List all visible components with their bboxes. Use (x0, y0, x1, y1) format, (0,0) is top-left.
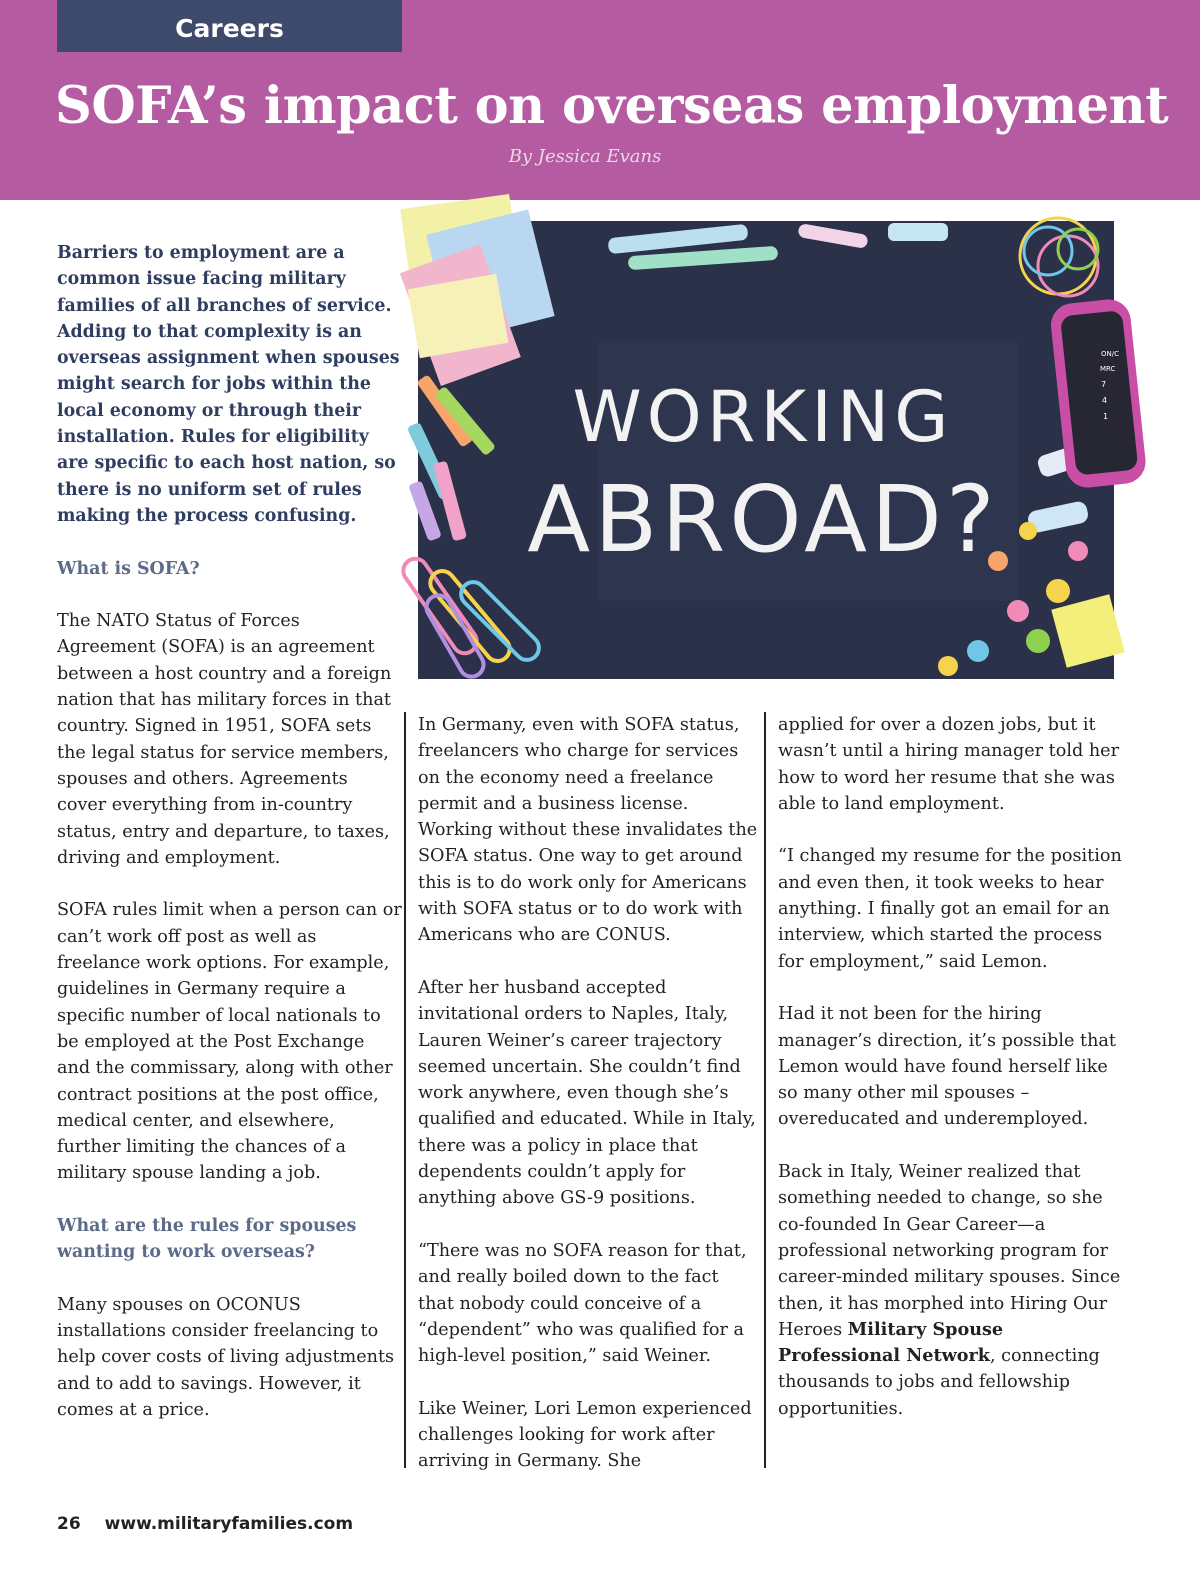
footer-url[interactable]: www.militaryfamilies.com (104, 1514, 354, 1534)
chalk-text-abroad: ABROAD? (527, 466, 999, 573)
article-headline: SOFA’s impact on overseas employment (55, 76, 1169, 136)
subhead-what-is-sofa: What is SOFA? (57, 558, 200, 579)
calc-key-4: 4 (1102, 396, 1108, 405)
body-paragraph: applied for over a dozen jobs, but it wasn’t until a hiring manager told her how to word her resume that she was able to land employment. (778, 715, 1119, 814)
column-divider (764, 712, 766, 1468)
page-footer (57, 1514, 377, 1534)
body-paragraph: After her husband accepted invitational orders to Naples, Italy, Lauren Weiner’s career trajectory seemed uncertain. She couldn’t find work anywhere, even though she’s qualified and educated. While in Italy, there was a policy in place that dependents couldn’t apply for anything above GS-9 positions. (418, 977, 756, 1209)
body-paragraph: In Germany, even with SOFA status, freelancers who charge for services on the economy need a freelance permit and a business license. Working without these invalidates the SOFA status. One way to get around this is to do work only for Americans with SOFA status or to do work with Americans who are CONUS. (418, 715, 758, 946)
body-paragraph: Many spouses on OCONUS installations consider freelancing to help cover costs of living adjustments and to add to savings. However, it comes at a price. (57, 1294, 395, 1421)
calc-key-1: 1 (1103, 412, 1109, 421)
article-byline: By Jessica Evans (508, 146, 662, 167)
body-text: Back in Italy, Weiner realized that something needed to change, so she co-founded In Gear Career—a professional networking program for career-minded military spouses. Since then, it has morphed into Hiring Our Heroes (778, 1162, 1121, 1340)
subhead-rules-for-spouses: What are the rules for spouses wanting to work overseas? (57, 1215, 357, 1263)
section-tab: Careers (57, 0, 402, 52)
column-2 (418, 712, 758, 1501)
body-paragraph: SOFA rules limit when a person can or can’t work off post as well as freelance work options. For example, guidelines in Germany require a specific number of local nationals to be employed at the Post Exchange and the commissary, along with other contract positions at the post office, medical center, and elsewhere, further limiting the chances of a military spouse landing a job. (57, 900, 402, 1184)
quote-paragraph: “There was no SOFA reason for that, and really boiled down to the fact that nobody could conceive of a “dependent” who was qualified for a high-level position,” said Weiner. (418, 1240, 747, 1367)
body-paragraph (778, 1159, 1123, 1422)
calc-key-7: 7 (1101, 380, 1107, 389)
column-3 (778, 712, 1123, 1448)
chalk-text-working: WORKING (572, 376, 954, 458)
body-paragraph: The NATO Status of Forces Agreement (SOFA) is an agreement between a host country and a foreign nation that has military forces in that country. Signed in 1951, SOFA sets the legal status for service members, spouses and others. Agreements cover everything from in-country status, entry and departure, to taxes, driving and employment. (57, 611, 392, 868)
calc-key-mrc: MRC (1100, 365, 1116, 373)
network-name: Military Spouse Professional Network (778, 1318, 1004, 1367)
page-number: 26 (57, 1514, 81, 1534)
intro-paragraph: Barriers to employment are a common issue facing military families of all branches of service. Adding to that complexity is an overseas assignment when spouses might search for jobs within the local economy or through their installation. Rules for eligibility are specific to each host nation, so there is no uniform set of rules making the process confusing. (57, 243, 400, 526)
column-divider (404, 712, 406, 1468)
quote-paragraph: “I changed my resume for the position and even then, it took weeks to hear anything. I finally got an email for an interview, which started the process for employment,” said Lemon. (778, 846, 1122, 972)
working-abroad-photo (418, 221, 1119, 679)
body-paragraph: Like Weiner, Lori Lemon experienced challenges looking for work after arriving in Germany. She (418, 1398, 752, 1472)
column-1 (57, 240, 402, 1450)
body-text: , connecting thousands to jobs and fellowship opportunities. (778, 1346, 1100, 1419)
body-paragraph: Had it not been for the hiring manager’s direction, it’s possible that Lemon would have found herself like so many other mil spouses – overeducated and underemployed. (778, 1004, 1116, 1130)
calc-key-on: ON/C (1101, 350, 1119, 358)
